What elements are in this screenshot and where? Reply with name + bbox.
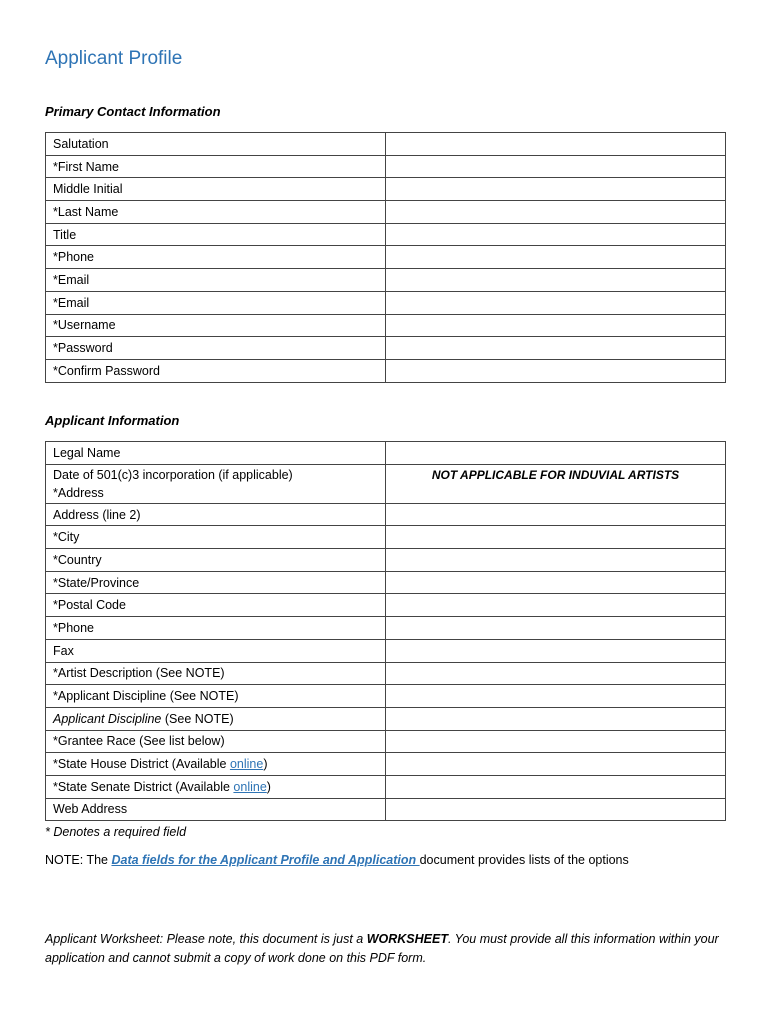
table-row [46, 223, 726, 246]
incorporation-field[interactable] [386, 464, 726, 503]
field-label: Web Address [46, 798, 386, 821]
applicant-discipline-field[interactable] [386, 685, 726, 708]
address-line2-field[interactable] [386, 503, 726, 526]
worksheet-disclaimer [45, 930, 735, 968]
table-row [46, 798, 726, 821]
username-field[interactable] [386, 314, 726, 337]
field-label: Title [46, 223, 386, 246]
applicant-discipline-italic: Applicant Discipline [53, 711, 162, 726]
field-label: *Phone [46, 617, 386, 640]
worksheet-text-part1: Applicant Worksheet: Please note, this document is just a [45, 932, 367, 946]
table-row [46, 291, 726, 314]
table-row [46, 269, 726, 292]
field-label: *State/Province [46, 571, 386, 594]
legal-name-field[interactable] [386, 442, 726, 465]
incorporation-address-label [46, 464, 386, 503]
postal-code-field[interactable] [386, 594, 726, 617]
address-label: *Address [53, 485, 104, 500]
email-field[interactable] [386, 269, 726, 292]
field-label: *Phone [46, 246, 386, 269]
city-field[interactable] [386, 526, 726, 549]
not-applicable-note: NOT APPLICABLE FOR INDUVIAL ARTISTS [431, 467, 680, 482]
phone-field[interactable] [386, 246, 726, 269]
fax-field[interactable] [386, 639, 726, 662]
table-row [46, 571, 726, 594]
table-row [46, 662, 726, 685]
field-label: *Applicant Discipline (See NOTE) [46, 685, 386, 708]
title-field[interactable] [386, 223, 726, 246]
worksheet-text-part2: . You must provide all this information within your application and cannot submit a copy of work done on this PDF form. [45, 932, 719, 965]
table-row [46, 155, 726, 178]
last-name-field[interactable] [386, 201, 726, 224]
field-label: *Postal Code [46, 594, 386, 617]
primary-contact-heading: Primary Contact Information [45, 104, 221, 119]
field-label: Address (line 2) [46, 503, 386, 526]
table-row [46, 246, 726, 269]
table-row [46, 775, 726, 798]
field-label [46, 775, 386, 798]
field-label: Salutation [46, 133, 386, 156]
house-district-prefix: *State House District (Available [53, 757, 230, 772]
senate-district-field[interactable] [386, 775, 726, 798]
salutation-field[interactable] [386, 133, 726, 156]
table-row [46, 133, 726, 156]
field-label: *Artist Description (See NOTE) [46, 662, 386, 685]
table-row [46, 314, 726, 337]
field-label [46, 753, 386, 776]
primary-contact-table [45, 132, 726, 383]
table-row [46, 617, 726, 640]
table-row [46, 503, 726, 526]
table-row [46, 753, 726, 776]
worksheet-bold: WORKSHEET [366, 932, 448, 946]
page-title: Applicant Profile [45, 48, 183, 69]
field-label: *Password [46, 337, 386, 360]
applicant-discipline-suffix: (See NOTE) [161, 711, 234, 726]
artist-description-field[interactable] [386, 662, 726, 685]
house-district-online-link[interactable]: online [229, 757, 264, 772]
field-label: *Last Name [46, 201, 386, 224]
field-label: Middle Initial [46, 178, 386, 201]
applicant-phone-field[interactable] [386, 617, 726, 640]
table-row [46, 639, 726, 662]
confirm-password-field[interactable] [386, 359, 726, 382]
applicant-discipline-secondary-field[interactable] [386, 707, 726, 730]
table-row [46, 464, 726, 503]
table-row [46, 359, 726, 382]
table-row [46, 337, 726, 360]
field-label [46, 707, 386, 730]
table-row [46, 442, 726, 465]
field-label: *Country [46, 549, 386, 572]
field-label: *Confirm Password [46, 359, 386, 382]
required-field-footnote: * Denotes a required field [45, 825, 187, 839]
grantee-race-field[interactable] [386, 730, 726, 753]
first-name-field[interactable] [386, 155, 726, 178]
note-text [45, 853, 629, 867]
senate-district-prefix: *State Senate District (Available [53, 779, 234, 794]
table-row [46, 178, 726, 201]
field-label: *Email [46, 291, 386, 314]
table-row [46, 201, 726, 224]
state-province-field[interactable] [386, 571, 726, 594]
field-label: Fax [46, 639, 386, 662]
note-prefix: NOTE: The [45, 853, 112, 867]
applicant-info-heading: Applicant Information [45, 413, 180, 428]
field-label: *First Name [46, 155, 386, 178]
senate-district-suffix: ) [266, 779, 271, 794]
senate-district-online-link[interactable]: online [233, 779, 267, 794]
data-fields-document-link[interactable]: Data fields for the Applicant Profile and Application [111, 853, 420, 867]
field-label: *City [46, 526, 386, 549]
password-field[interactable] [386, 337, 726, 360]
table-row [46, 526, 726, 549]
field-label: *Email [46, 269, 386, 292]
house-district-suffix: ) [263, 757, 268, 772]
table-row [46, 685, 726, 708]
field-label: *Username [46, 314, 386, 337]
country-field[interactable] [386, 549, 726, 572]
house-district-field[interactable] [386, 753, 726, 776]
applicant-info-table [45, 441, 726, 821]
table-row [46, 594, 726, 617]
middle-initial-field[interactable] [386, 178, 726, 201]
table-row [46, 549, 726, 572]
field-label: Legal Name [46, 442, 386, 465]
table-row [46, 730, 726, 753]
email-confirm-field[interactable] [386, 291, 726, 314]
web-address-field[interactable] [386, 798, 726, 821]
table-row [46, 707, 726, 730]
incorporation-label: Date of 501(c)3 incorporation (if applicable) [53, 467, 293, 482]
note-suffix: document provides lists of the options [419, 853, 629, 867]
field-label: *Grantee Race (See list below) [46, 730, 386, 753]
